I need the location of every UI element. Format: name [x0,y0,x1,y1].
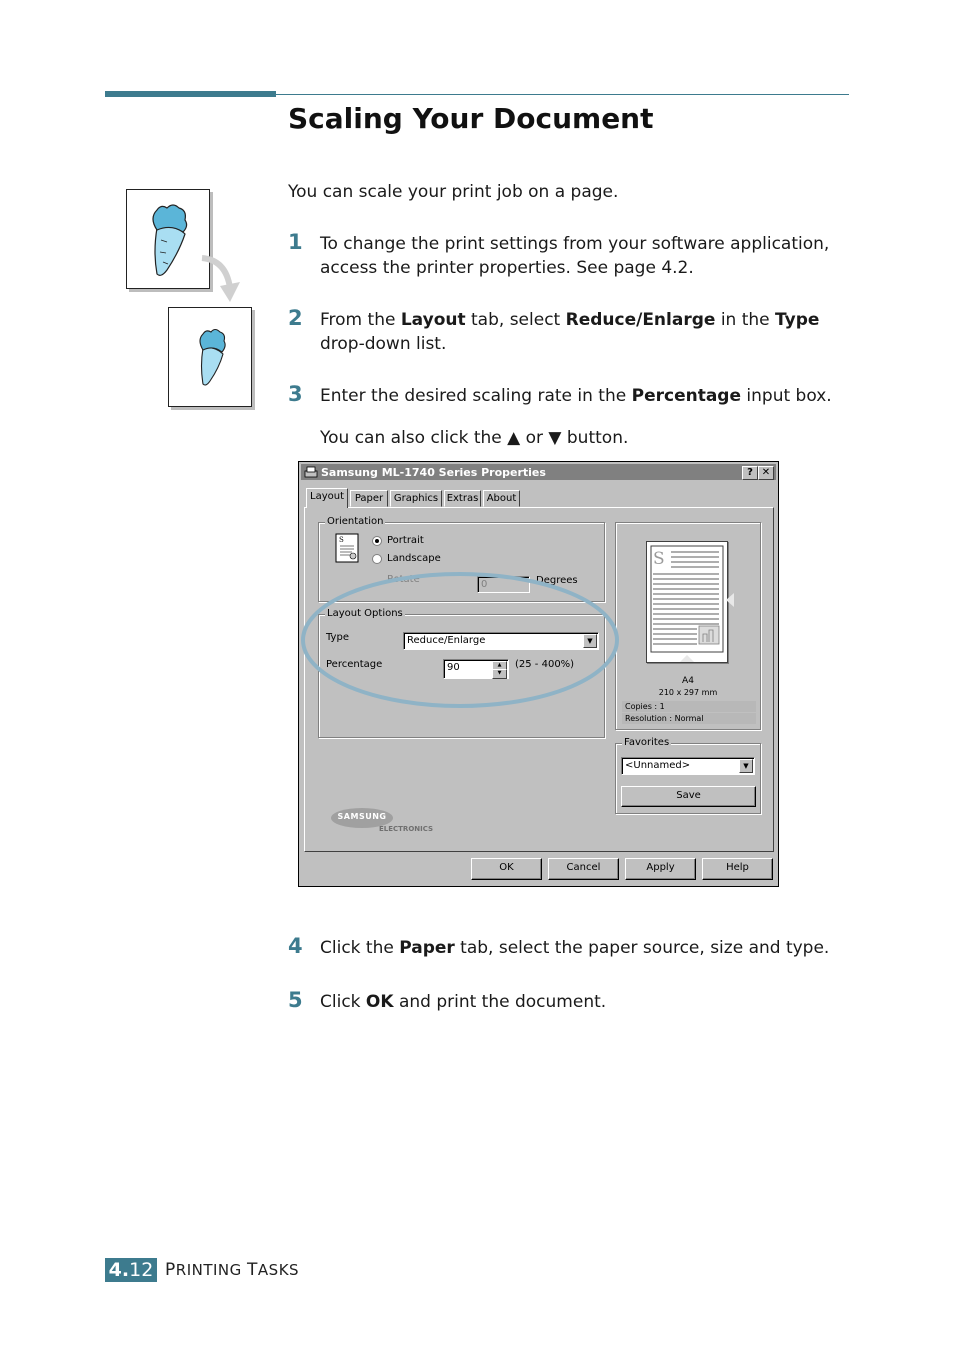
portrait-page-icon [335,533,361,565]
dialog-titlebar [301,464,776,480]
tab-about[interactable]: About [483,490,520,507]
samsung-logo: SAMSUNG [331,808,393,828]
step-5-text: Click OK and print the document. [320,992,607,1012]
carrot-small-icon [169,308,251,406]
tab-extras[interactable]: Extras [444,490,481,507]
favorites-label: Favorites [624,737,670,748]
scaled-page-illustration [168,307,252,407]
preview-height-marker [680,655,694,662]
preview-resolution: Resolution : Normal [622,713,756,724]
decrease-arrow-icon[interactable]: ▼ [492,669,507,679]
save-button[interactable]: Save [621,786,756,807]
preview-paper-name: A4 [682,676,694,686]
landscape-radio[interactable] [372,554,382,564]
chevron-down-icon[interactable]: ▼ [583,634,597,648]
header-rule-thick [105,91,276,97]
type-label: Type [326,632,349,643]
step-3-number: 3 [288,382,303,406]
close-button[interactable]: ✕ [758,466,774,480]
preview-page [646,541,728,663]
favorites-dropdown[interactable]: <Unnamed> ▼ [621,757,755,775]
favorites-group [615,737,761,814]
step-4-number: 4 [288,934,303,958]
percentage-label: Percentage [326,659,383,670]
help-button[interactable]: Help [702,858,773,880]
percentage-input[interactable]: 90 ▲ ▼ [443,659,509,679]
footer-section-title: PRINTING TASKS [165,1260,300,1280]
logo-subtitle: ELECTRONICS [379,825,434,833]
type-dropdown[interactable]: Reduce/Enlarge ▼ [403,632,599,650]
landscape-label: Landscape [387,553,441,564]
rotate-field: 0 [477,576,530,593]
preview-paper-size: 210 x 297 mm [658,688,718,697]
orientation-label: Orientation [327,516,384,527]
preview-box [615,522,761,730]
document-preview-icon [647,542,727,662]
help-title-button[interactable]: ? [742,466,758,480]
preview-copies: Copies : 1 [622,701,756,712]
rotate-label: Rotate [387,574,420,585]
intro-text: You can scale your print job on a page. [288,182,619,202]
increase-arrow-icon[interactable]: ▲ [492,661,507,671]
tab-paper[interactable]: Paper [350,490,388,507]
portrait-label: Portrait [387,535,424,546]
svg-text:S: S [653,549,665,569]
portrait-radio[interactable] [372,536,382,546]
header-rule-thin [276,94,849,95]
highlight-ellipse [298,570,624,715]
layout-options-label: Layout Options [327,608,403,619]
degrees-label: Degrees [536,575,578,586]
step-3-note: You can also click the ▲ or ▼ button. [320,428,629,448]
tab-layout[interactable]: Layout [306,488,348,508]
step-3-text: Enter the desired scaling rate in the Percentage input box. [320,386,832,406]
page-title: Scaling Your Document [288,102,654,135]
step-2-number: 2 [288,306,303,330]
svg-text:S: S [339,536,344,544]
step-4-text: Click the Paper tab, select the paper source, size and type. [320,938,830,958]
step-2-text: From the Layout tab, select Reduce/Enlarge in the Type drop-down list. [320,310,820,354]
favorites-chevron-down-icon[interactable]: ▼ [739,759,753,773]
page-number-badge: 4.12 [105,1258,157,1282]
tab-graphics[interactable]: Graphics [390,490,442,507]
step-1-text: To change the print settings from your software application, access the printer properties. See page 4.2. [320,234,830,278]
dialog-title: Samsung ML-1740 Series Properties [321,466,546,479]
preview-width-marker [726,593,734,607]
cancel-button[interactable]: Cancel [548,858,619,880]
printer-icon [304,466,318,478]
step-1-number: 1 [288,230,303,254]
reduce-arrow-icon [196,252,246,308]
ok-button[interactable]: OK [471,858,542,880]
apply-button[interactable]: Apply [625,858,696,880]
percentage-range: (25 - 400%) [515,659,575,670]
step-5-number: 5 [288,988,303,1012]
